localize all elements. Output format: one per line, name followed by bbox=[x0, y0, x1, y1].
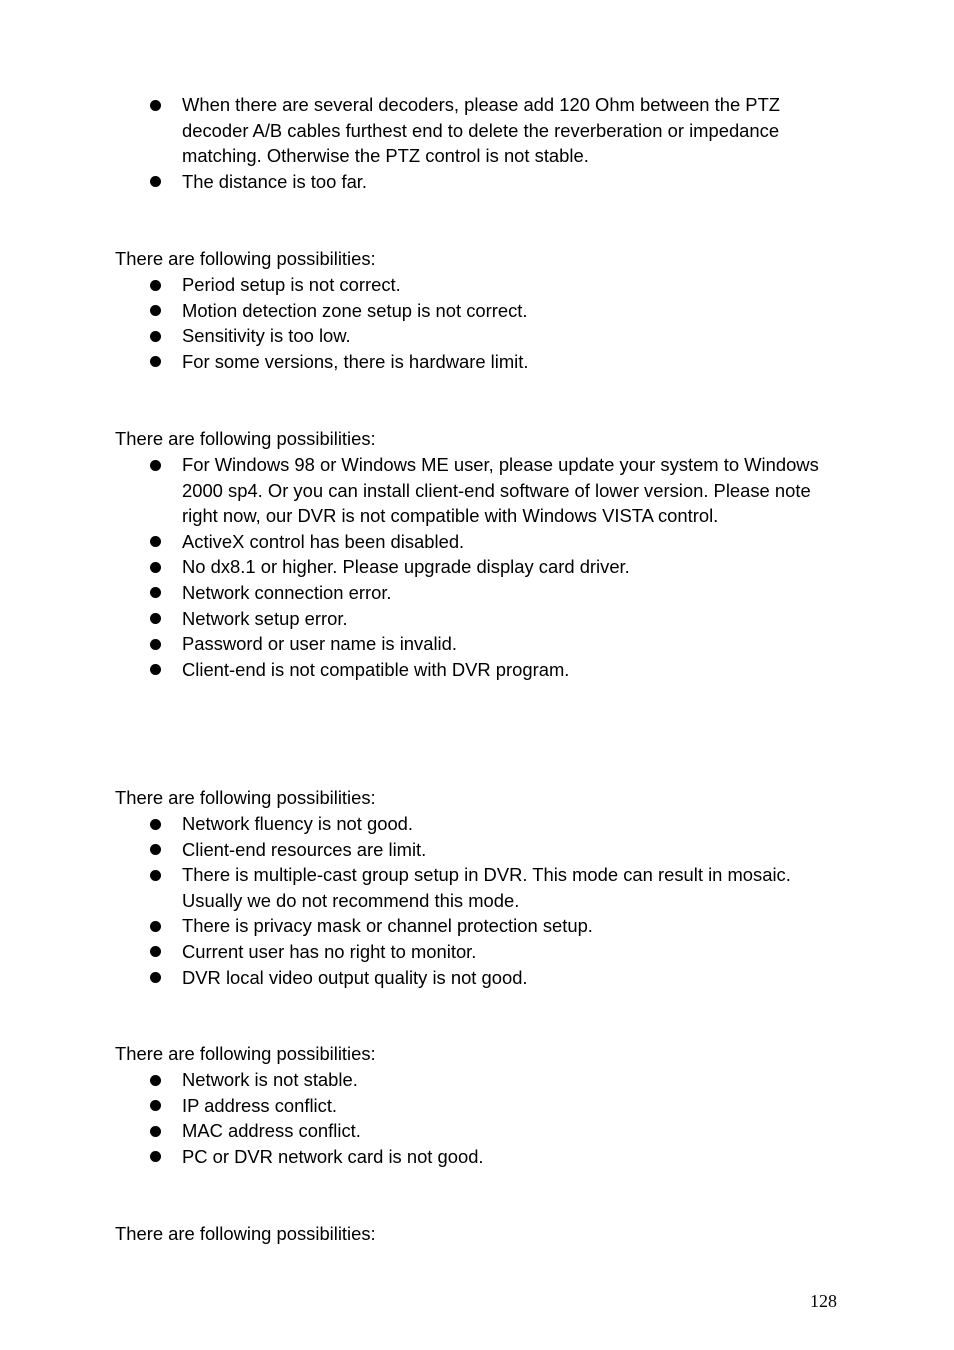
list-item bbox=[182, 169, 832, 195]
item-text: For Windows 98 or Windows ME user, please update your system to Windows 2000 sp4. Or you can install client-end software of lower version. Please note right now, our DVR is not compatible with Windows VISTA control. bbox=[182, 454, 819, 527]
list-item bbox=[182, 657, 832, 683]
item-text: For some versions, there is hardware limit. bbox=[182, 350, 529, 372]
bullet-icon bbox=[150, 305, 161, 316]
bullet-icon bbox=[150, 356, 161, 367]
item-text: Network fluency is not good. bbox=[182, 813, 414, 834]
section-web-login bbox=[0, 452, 954, 682]
bullet-icon bbox=[150, 100, 161, 111]
item-text: MAC address conflict. bbox=[182, 1120, 361, 1142]
item-text: Network setup error. bbox=[182, 607, 348, 629]
page-number: 128 bbox=[810, 1291, 837, 1311]
item-text: There is privacy mask or channel protection setup. bbox=[182, 915, 593, 937]
section-network bbox=[0, 1067, 954, 1169]
bullet-icon bbox=[150, 819, 161, 830]
list-item bbox=[182, 554, 832, 580]
item-text: Sensitivity is too low. bbox=[182, 325, 351, 347]
bullet-icon bbox=[150, 972, 161, 983]
item-text: Network is not stable. bbox=[182, 1069, 358, 1090]
section-intro: There are following possibilities: bbox=[115, 428, 376, 449]
bullet-icon bbox=[150, 331, 161, 342]
item-text: PC or DVR network card is not good. bbox=[182, 1145, 484, 1167]
list-item bbox=[182, 452, 832, 529]
section-image-quality bbox=[0, 811, 954, 990]
list-item bbox=[182, 631, 832, 657]
item-text: ActiveX control has been disabled. bbox=[182, 530, 465, 552]
bullet-icon bbox=[150, 844, 161, 855]
item-text: When there are several decoders, please add 120 Ohm between the PTZ decoder A/B cables furthest end to delete the reverberation or impedance matching. Otherwise the PTZ control is not stable. bbox=[182, 94, 781, 167]
bullet-icon bbox=[150, 870, 161, 881]
item-text: There is multiple-cast group setup in DVR. This mode can result in mosaic. Usually we do not recommend this mode. bbox=[182, 864, 791, 911]
list-item bbox=[182, 580, 832, 606]
item-text: Client-end resources are limit. bbox=[182, 838, 427, 860]
section-ptz bbox=[0, 92, 954, 194]
list-item bbox=[182, 1067, 832, 1093]
item-text: Motion detection zone setup is not correct. bbox=[182, 299, 528, 321]
section-intro: There are following possibilities: bbox=[115, 1223, 376, 1244]
item-text: Current user has no right to monitor. bbox=[182, 940, 477, 962]
bullet-icon bbox=[150, 1075, 161, 1086]
bullet-icon bbox=[150, 1151, 161, 1162]
section-motion-detection bbox=[0, 272, 954, 374]
list-item bbox=[182, 811, 832, 837]
section-intro: There are following possibilities: bbox=[115, 248, 376, 269]
bullet-icon bbox=[150, 946, 161, 957]
section-intro: There are following possibilities: bbox=[115, 787, 376, 808]
list-item bbox=[182, 965, 832, 991]
bullet-icon bbox=[150, 460, 161, 471]
item-text: The distance is too far. bbox=[182, 170, 368, 192]
list-item bbox=[182, 862, 832, 913]
bullet-icon bbox=[150, 613, 161, 624]
bullet-icon bbox=[150, 562, 161, 573]
item-text: Password or user name is invalid. bbox=[182, 633, 457, 655]
bullet-icon bbox=[150, 921, 161, 932]
bullet-icon bbox=[150, 536, 161, 547]
item-text: Client-end is not compatible with DVR program. bbox=[182, 658, 570, 680]
bullet-icon bbox=[150, 1126, 161, 1137]
bullet-icon bbox=[150, 1100, 161, 1111]
list-item bbox=[182, 349, 832, 375]
list-item bbox=[182, 1093, 832, 1119]
list-item bbox=[182, 92, 832, 169]
item-text: Network connection error. bbox=[182, 581, 392, 603]
list-item bbox=[182, 913, 832, 939]
bullet-icon bbox=[150, 639, 161, 650]
list-item bbox=[182, 606, 832, 632]
bullet-icon bbox=[150, 664, 161, 675]
item-text: Period setup is not correct. bbox=[182, 274, 401, 295]
list-item bbox=[182, 298, 832, 324]
list-item bbox=[182, 1144, 832, 1170]
list-item bbox=[182, 1118, 832, 1144]
list-item bbox=[182, 939, 832, 965]
bullet-icon bbox=[150, 280, 161, 291]
list-item bbox=[182, 272, 832, 298]
item-text: DVR local video output quality is not good. bbox=[182, 966, 528, 988]
section-intro: There are following possibilities: bbox=[115, 1043, 376, 1064]
list-item bbox=[182, 323, 832, 349]
item-text: IP address conflict. bbox=[182, 1094, 338, 1116]
list-item bbox=[182, 529, 832, 555]
list-item bbox=[182, 837, 832, 863]
bullet-icon bbox=[150, 587, 161, 598]
item-text: No dx8.1 or higher. Please upgrade display card driver. bbox=[182, 556, 630, 578]
bullet-icon bbox=[150, 176, 161, 187]
